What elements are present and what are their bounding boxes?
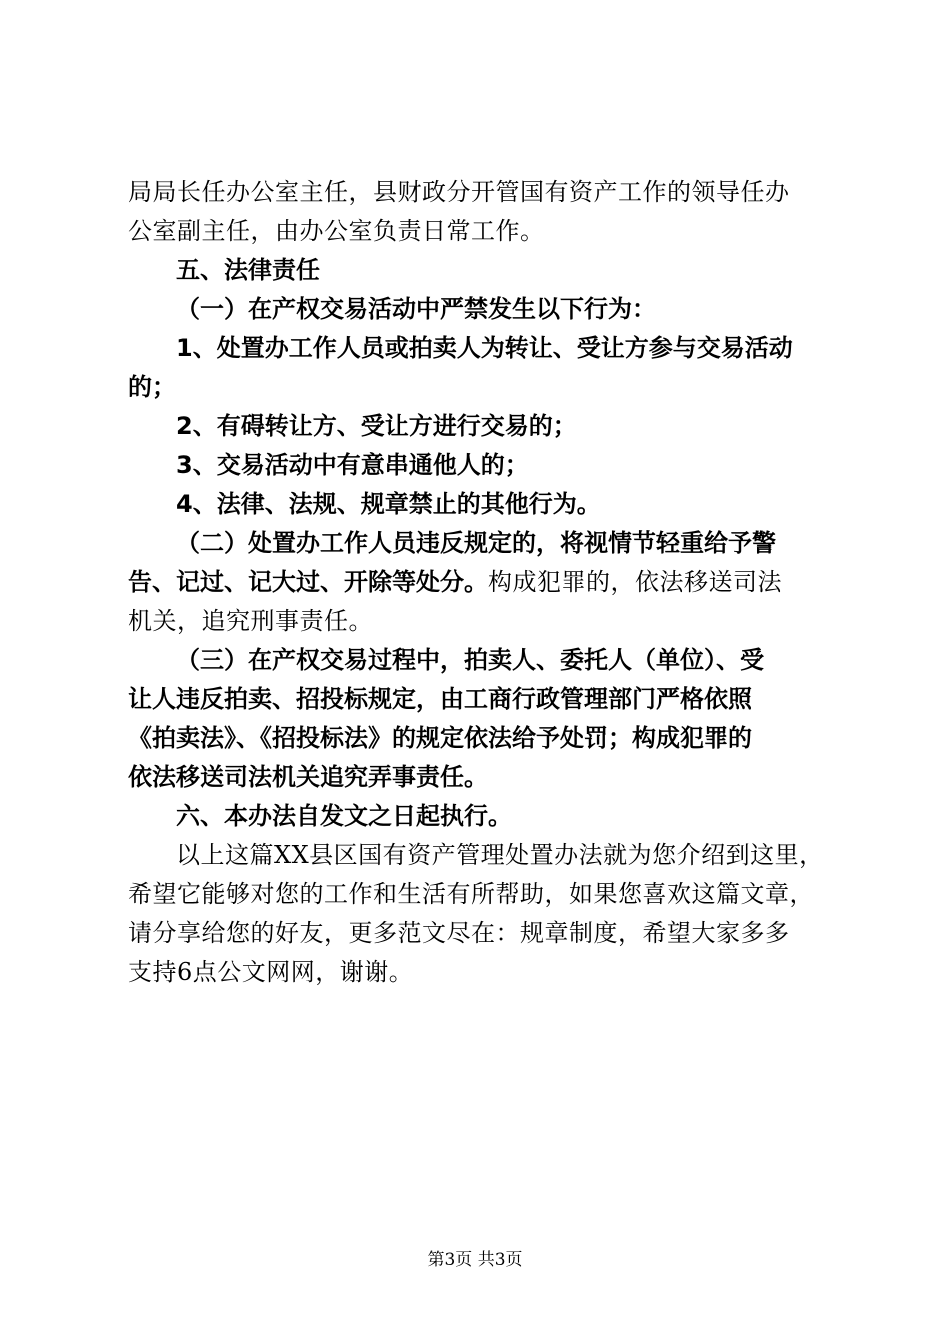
subsection-heading: （一）在产权交易活动中严禁发生以下行为： (176, 295, 656, 323)
section-heading: 五、法律责任 (176, 256, 320, 284)
list-item: 4、法律、法规、规章禁止的其他行为。 (176, 490, 601, 518)
list-item: 1、处置办工作人员或拍卖人为转让、受让方参与交易活动 (176, 334, 793, 362)
subsection-heading: （三）在产权交易过程中，拍卖人、委托人（单位）、受 (176, 646, 764, 674)
closing-paragraph-line: 支持6点公文网网，谢谢。 (128, 958, 414, 986)
paragraph-line (128, 563, 838, 602)
page-number-footer: 第3页 共3页 (427, 1250, 523, 1270)
list-item: 3、交易活动中有意串通他人的； (176, 451, 529, 479)
closing-paragraph-line: 以上这篇XX县区国有资产管理处置办法就为您介绍到这里， (176, 841, 824, 869)
closing-paragraph-line: 请分享给您的好友，更多范文尽在：规章制度，希望大家多多 (128, 919, 790, 947)
document-body (128, 173, 838, 992)
closing-paragraph-line: 希望它能够对您的工作和生活有所帮助，如果您喜欢这篇文章， (128, 880, 814, 908)
paragraph-line: 局局长任办公室主任，县财政分开管国有资产工作的领导任办 (128, 178, 790, 206)
paragraph-line: 《拍卖法》、《招投标法》的规定依法给予处罚；构成犯罪的 (128, 724, 752, 752)
paragraph-line: 机关，追究刑事责任。 (128, 607, 373, 635)
paragraph-line: 让人违反拍卖、招投标规定，由工商行政管理部门严格依照 (128, 685, 752, 713)
paragraph-line-part: 告、记过、记大过、开除等处分。 (128, 568, 488, 596)
list-item-continuation: 的； (128, 373, 176, 401)
paragraph-line: 依法移送司法机关追究弄事责任。 (128, 763, 488, 791)
paragraph-line: 公室副主任，由办公室负责日常工作。 (128, 217, 545, 245)
paragraph-line-part: 构成犯罪的，依法移送司法 (488, 568, 782, 596)
section-heading: 六、本办法自发文之日起执行。 (176, 802, 512, 830)
subsection-heading: （二）处置办工作人员违反规定的，将视情节轻重给予警 (176, 529, 776, 557)
list-item: 2、有碍转让方、受让方进行交易的； (176, 412, 577, 440)
